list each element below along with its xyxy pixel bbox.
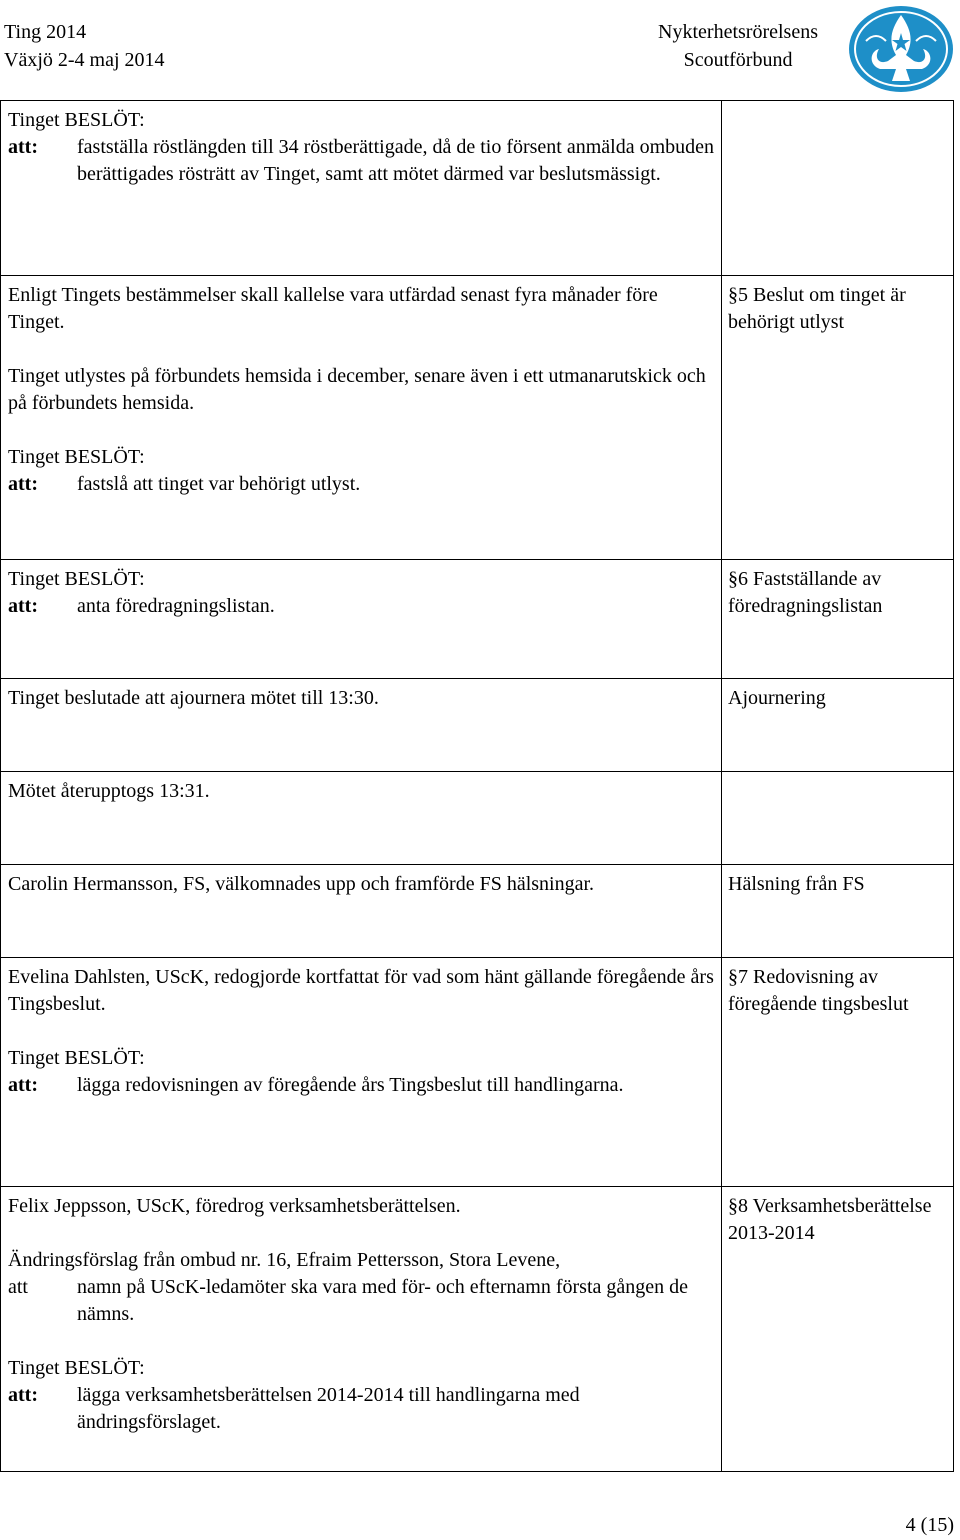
att-label: att:: [8, 595, 38, 617]
agenda-item-title: Ajournering: [728, 687, 826, 709]
minutes-row: [1, 679, 954, 772]
minutes-paragraph: Tinget BESLÖT:: [8, 568, 145, 590]
decision-text: anta föredragningslistan.: [77, 595, 275, 617]
agenda-item-title: §6 Fastställande av föredragningslistan: [728, 568, 883, 617]
minutes-paragraph: Tinget BESLÖT:: [8, 1047, 145, 1069]
page-number: 4 (15): [905, 1514, 954, 1536]
minutes-row: [1, 560, 954, 679]
minutes-paragraph: Tinget beslutade att ajournera mötet till 13:30.: [8, 687, 379, 709]
organization-name: [658, 18, 818, 74]
event-info: [4, 18, 165, 74]
decision-text: fastslå att tinget var behörigt utlyst.: [77, 473, 361, 495]
minutes-row: [1, 865, 954, 958]
org-line-2: Scoutförbund: [683, 49, 793, 71]
minutes-row: [1, 772, 954, 865]
minutes-paragraph: Ändringsförslag från ombud nr. 16, Efraim Pettersson, Stora Levene,: [8, 1249, 561, 1271]
paragraph-gap: [8, 1018, 717, 1045]
minutes-paragraph: Tinget BESLÖT:: [8, 109, 145, 131]
decision-text: lägga verksamhetsberättelsen 2014-2014 till handlingarna med ändringsförslaget.: [77, 1384, 580, 1433]
agenda-item-cell: [722, 101, 954, 276]
minutes-row: [1, 958, 954, 1187]
minutes-paragraph: Enligt Tingets bestämmelser skall kallelse vara utfärdad senast fyra månader före Tinget.: [8, 284, 658, 333]
minutes-row: [1, 276, 954, 560]
paragraph-gap: [8, 1220, 717, 1247]
minutes-text-cell: [1, 1187, 722, 1472]
att-label: att:: [8, 1384, 38, 1406]
minutes-text-cell: [1, 276, 722, 560]
decision-clause: [8, 471, 717, 498]
minutes-text-cell: [1, 101, 722, 276]
agenda-item-cell: [722, 679, 954, 772]
agenda-item-cell: [722, 958, 954, 1187]
page-header: [0, 0, 960, 100]
decision-clause: [8, 1274, 717, 1328]
paragraph-gap: [8, 1328, 717, 1355]
agenda-item-title: §7 Redovisning av föregående tingsbeslut: [728, 966, 909, 1015]
minutes-text-cell: [1, 865, 722, 958]
agenda-item-title: Hälsning från FS: [728, 873, 865, 895]
decision-clause: [8, 593, 717, 620]
minutes-text-cell: [1, 772, 722, 865]
minutes-table: [0, 100, 954, 1472]
agenda-item-title: §5 Beslut om tinget är behörigt utlyst: [728, 284, 906, 333]
minutes-paragraph: Mötet återupptogs 13:31.: [8, 780, 210, 802]
event-title: Ting 2014: [4, 21, 87, 43]
minutes-text-cell: [1, 560, 722, 679]
paragraph-gap: [8, 336, 717, 363]
minutes-text-cell: [1, 679, 722, 772]
minutes-paragraph: Tinget BESLÖT:: [8, 1357, 145, 1379]
minutes-text-cell: [1, 958, 722, 1187]
decision-text: namn på UScK-ledamöter ska vara med för- och efternamn första gången de nämns.: [77, 1276, 689, 1325]
scout-fleur-de-lis-logo-icon: [846, 3, 956, 95]
decision-text: fastställa röstlängden till 34 röstberättigade, då de tio försent anmälda ombuden berättigades rösträtt av Tinget, samt att mötet därmed var beslutsmässigt.: [77, 136, 715, 185]
minutes-paragraph: Felix Jeppsson, UScK, föredrog verksamhetsberättelsen.: [8, 1195, 461, 1217]
decision-clause: [8, 1072, 717, 1099]
minutes-paragraph: Tinget utlystes på förbundets hemsida i december, senare även i ett utmanarutskick och på förbundets hemsida.: [8, 365, 706, 414]
minutes-row: [1, 1187, 954, 1472]
minutes-paragraph: Tinget BESLÖT:: [8, 446, 145, 468]
att-label: att: [8, 1276, 28, 1298]
agenda-item-cell: [722, 276, 954, 560]
minutes-row: [1, 101, 954, 276]
agenda-item-cell: [722, 560, 954, 679]
att-label: att:: [8, 136, 38, 158]
decision-clause: [8, 1382, 717, 1436]
agenda-item-title: §8 Verksamhetsberättelse 2013-2014: [728, 1195, 932, 1244]
event-place-date: Växjö 2-4 maj 2014: [4, 49, 165, 71]
agenda-item-cell: [722, 1187, 954, 1472]
agenda-item-cell: [722, 772, 954, 865]
org-line-1: Nykterhetsrörelsens: [658, 21, 818, 43]
agenda-item-cell: [722, 865, 954, 958]
minutes-paragraph: Evelina Dahlsten, UScK, redogjorde kortfattat för vad som hänt gällande föregående års Tingsbeslut.: [8, 966, 714, 1015]
paragraph-gap: [8, 417, 717, 444]
decision-clause: [8, 134, 717, 188]
minutes-paragraph: Carolin Hermansson, FS, välkomnades upp och framförde FS hälsningar.: [8, 873, 595, 895]
decision-text: lägga redovisningen av föregående års Tingsbeslut till handlingarna.: [77, 1074, 624, 1096]
att-label: att:: [8, 473, 38, 495]
att-label: att:: [8, 1074, 38, 1096]
